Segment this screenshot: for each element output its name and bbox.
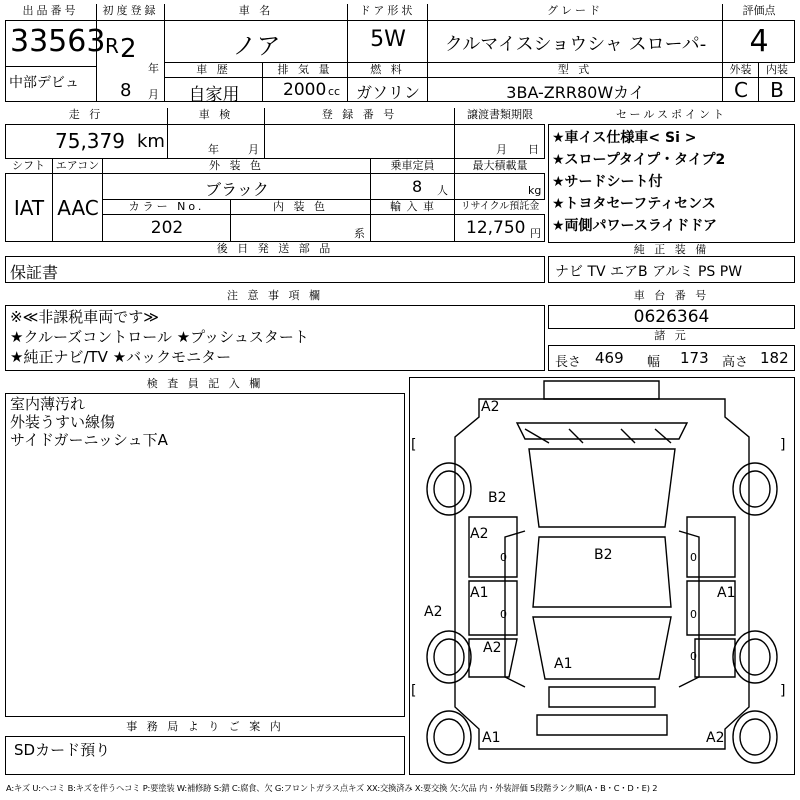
height-label: 高さ: [722, 355, 749, 370]
lot-cell: [5, 21, 97, 67]
year-unit: 年: [148, 62, 159, 75]
car-diagram: [409, 377, 795, 775]
debut-text: 中部デビュ: [9, 75, 79, 91]
max-load-unit: kg: [528, 184, 542, 197]
later-value: 保証書: [10, 263, 59, 282]
equipment-value: ナビ TV エアB アルミ PS PW: [555, 264, 743, 280]
reg-month: 8: [120, 80, 132, 101]
bracket-right-top: ]: [780, 437, 786, 453]
first-reg-label: 初度登録: [97, 4, 165, 21]
zero-4: 0: [690, 608, 697, 621]
mileage-unit: km: [137, 131, 165, 152]
plate-cell: [265, 125, 455, 159]
office-label: 事 務 局 よ り ご 案 内: [5, 720, 405, 737]
int-grade: B: [770, 78, 784, 102]
history-value: 自家用: [188, 85, 240, 105]
ac-label: エアコン: [53, 159, 103, 174]
inspector-list: [10, 395, 168, 449]
sales-point-item: ★両側パワースライドドア: [552, 218, 718, 234]
notes-list: [10, 307, 309, 367]
sales-point-item: ★車イス仕様車< Si >: [552, 130, 697, 146]
dims-label: 諸 元: [548, 329, 795, 346]
recycle-label: リサイクル預託金: [455, 200, 545, 215]
int-label: 内装: [759, 63, 795, 78]
inspection-month-unit: 月: [248, 143, 259, 156]
displacement-label: 排 気 量: [263, 63, 348, 78]
mark-roof: B2: [594, 547, 613, 563]
inspector-line: サイドガーニッシュ下A: [10, 431, 168, 449]
lot-label: 出品番号: [5, 4, 97, 21]
ext-label: 外装: [723, 63, 759, 78]
mark-rear-right: A2: [706, 730, 725, 746]
max-load-label: 最大積載量: [455, 159, 545, 174]
era-letter: R: [105, 34, 119, 58]
int-color-unit: 系: [354, 227, 365, 240]
color-no-value: 202: [150, 218, 184, 238]
inspection-year-unit: 年: [208, 143, 219, 156]
capacity-value: 8: [412, 177, 423, 196]
ac-value: AAC: [57, 196, 99, 220]
car-name: ノア: [232, 32, 281, 60]
shift-value: IAT: [13, 196, 45, 220]
model-value: 3BA-ZRR80Wカイ: [506, 83, 645, 102]
import-label: 輸 入 車: [371, 200, 455, 215]
color-no-label: カラー No.: [103, 200, 231, 215]
color-value: ブラック: [205, 180, 269, 199]
grade-label: グレード: [428, 4, 723, 21]
era-year: 2: [120, 34, 137, 64]
mileage-label: 走 行: [5, 108, 168, 125]
zero-5: 0: [690, 650, 697, 663]
month-unit: 月: [148, 88, 159, 101]
color-label: 外 装 色: [103, 159, 371, 174]
door-value: 5W: [370, 27, 406, 52]
note-line: ★純正ナビ/TV ★バックモニター: [10, 348, 232, 366]
mark-rear-left: A1: [482, 730, 501, 746]
inspector-label: 検 査 員 記 入 欄: [5, 377, 405, 394]
mark-right-rear-door: A1: [717, 585, 736, 601]
transfer-month-unit: 月: [496, 143, 507, 156]
mark-left-quarter: A2: [483, 640, 502, 656]
office-text: SDカード預り: [14, 741, 111, 759]
bracket-left-top: [: [411, 437, 417, 453]
note-line: ※≪非課税車両です≫: [10, 308, 159, 326]
import-cell: [371, 215, 455, 242]
score-label: 評価点: [723, 4, 795, 21]
length-label: 長さ: [555, 355, 582, 370]
bracket-right-bottom: ]: [780, 683, 786, 699]
sales-point-item: ★スロープタイプ・タイプ2: [552, 152, 726, 168]
shift-label: シフト: [5, 159, 53, 174]
capacity-label: 乗車定員: [371, 159, 455, 174]
height-value: 182: [760, 349, 789, 367]
sales-points-list: [552, 127, 792, 237]
notes-label: 注 意 事 項 欄: [5, 289, 545, 306]
capacity-unit: 人: [437, 184, 448, 197]
later-label: 後 日 発 送 部 品: [5, 242, 545, 257]
zero-2: 0: [690, 551, 697, 564]
transfer-day-unit: 日: [528, 143, 539, 156]
inspector-line: 室内薄汚れ: [10, 395, 86, 413]
mark-front-bumper: A2: [481, 399, 500, 415]
zero-3: 0: [500, 608, 507, 621]
model-label: 型 式: [428, 63, 723, 78]
fuel-value: ガソリン: [355, 83, 420, 102]
mark-left-fender: B2: [488, 490, 507, 506]
equipment-label: 純 正 装 備: [548, 242, 795, 257]
legend-text: A:キズ U:ヘコミ B:キズを伴うヘコミ P:要塗装 W:補修跡 S:錆 C:腐食、欠 G:フロントガラス点キズ XX:交換済み X:要交換 欠:欠品 内・外装評価 5段階ランク順(A・B・C・D・E) 2: [6, 783, 658, 793]
displacement-value: 2000: [283, 80, 327, 100]
zero-1: 0: [500, 551, 507, 564]
transfer-label: 譲渡書類期限: [455, 108, 545, 125]
car-name-label: 車 名: [165, 4, 348, 21]
sales-points-label: セールスポイント: [548, 108, 795, 125]
recycle-unit: 円: [530, 227, 541, 240]
mileage-value: 75,379: [55, 129, 125, 153]
chassis-label: 車 台 番 号: [548, 289, 795, 306]
grade-value: クルマイスショウシャ スローパ-: [444, 34, 707, 55]
mark-left-front-door: A2: [470, 526, 489, 542]
fuel-label: 燃 料: [348, 63, 428, 78]
door-label: ドア形状: [348, 4, 428, 21]
mark-rear-gate: A1: [554, 656, 573, 672]
width-label: 幅: [647, 355, 661, 370]
mark-left-rear-door: A1: [470, 585, 489, 601]
int-color-cell: [231, 215, 371, 242]
sales-point-item: ★サードシート付: [552, 174, 663, 190]
mark-left-step: A2: [424, 604, 443, 620]
width-value: 173: [680, 349, 709, 367]
plate-label: 登 録 番 号: [265, 108, 455, 125]
score-value: 4: [749, 24, 769, 59]
sales-point-item: ★トヨタセーフティセンス: [552, 196, 716, 212]
bracket-left-bottom: [: [411, 683, 417, 699]
length-value: 469: [595, 349, 624, 367]
lot-number: 33563: [10, 24, 106, 59]
recycle-value: 12,750: [466, 218, 526, 238]
chassis-number: 0626364: [633, 307, 710, 327]
inspector-line: 外装うすい線傷: [10, 413, 116, 431]
inspection-label: 車 検: [168, 108, 265, 125]
history-label: 車 歴: [165, 63, 263, 78]
displacement-unit: cc: [328, 85, 341, 98]
note-line: ★クルーズコントロール ★プッシュスタート: [10, 328, 309, 346]
int-color-label: 内 装 色: [231, 200, 371, 215]
ext-grade: C: [734, 78, 748, 102]
